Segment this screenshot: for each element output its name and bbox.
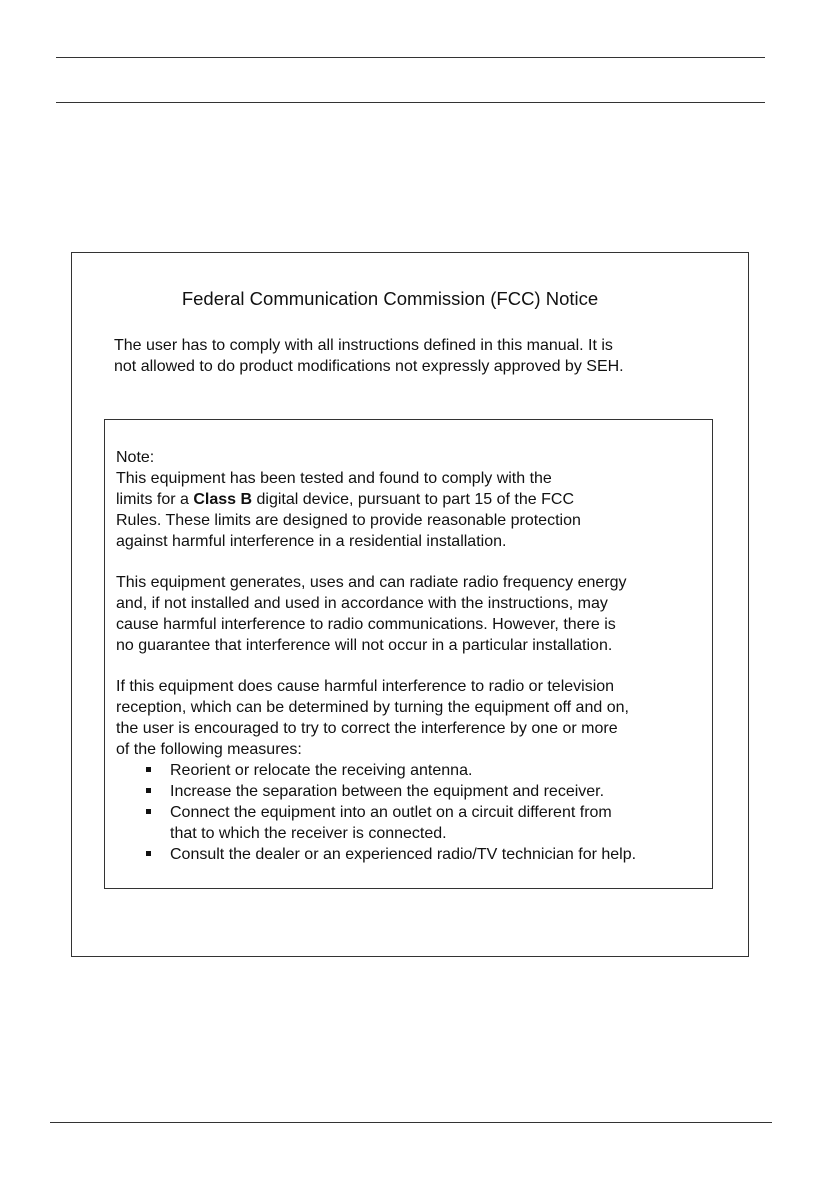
square-bullet-icon — [146, 767, 151, 772]
intro-line: The user has to comply with all instructions defined in this manual. It is — [114, 337, 613, 354]
square-bullet-icon — [146, 851, 151, 856]
fcc-notice-title: Federal Communication Commission (FCC) Notice — [181, 288, 599, 309]
header-rule-top — [56, 57, 765, 58]
note-p1-line — [116, 489, 706, 510]
note-p1-line: This equipment has been tested and found to comply with the — [116, 470, 552, 487]
measure-item — [116, 760, 706, 781]
note-p1-line: Rules. These limits are designed to provide reasonable protection — [116, 512, 581, 529]
measure-item — [116, 802, 706, 844]
square-bullet-icon — [146, 809, 151, 814]
measure-item — [116, 781, 706, 802]
measure-text: Increase the separation between the equipment and receiver. — [170, 783, 605, 800]
note-label: Note: — [116, 449, 155, 466]
note-p1-line: against harmful interference in a residential installation. — [116, 533, 507, 550]
note-p2-line: no guarantee that interference will not occur in a particular installation. — [116, 637, 613, 654]
measure-item — [116, 844, 706, 865]
fcc-note-content — [116, 447, 706, 865]
measure-text: Consult the dealer or an experienced radio/TV technician for help. — [170, 846, 637, 863]
class-b-emphasis: Class B — [193, 491, 253, 508]
header-rule-bottom — [56, 102, 765, 103]
note-p2-line: This equipment generates, uses and can radiate radio frequency energy — [116, 574, 627, 591]
note-p3-line: of the following measures: — [116, 741, 302, 758]
note-p3-line: If this equipment does cause harmful interference to radio or television — [116, 678, 615, 695]
fcc-intro-paragraph — [114, 335, 714, 377]
note-p2-line: cause harmful interference to radio communications. However, there is — [116, 616, 616, 633]
note-p1-text: limits for a — [116, 491, 194, 508]
footer-rule — [50, 1122, 772, 1123]
note-p2-line: and, if not installed and used in accordance with the instructions, may — [116, 595, 608, 612]
measure-text: that to which the receiver is connected. — [170, 825, 447, 842]
note-p1-text: digital device, pursuant to part 15 of the FCC — [252, 491, 574, 508]
note-p3-line: reception, which can be determined by turning the equipment off and on, — [116, 699, 629, 716]
measure-text: Reorient or relocate the receiving antenna. — [170, 762, 473, 779]
intro-line: not allowed to do product modifications not expressly approved by SEH. — [114, 358, 624, 375]
note-p3-line: the user is encouraged to try to correct the interference by one or more — [116, 720, 618, 737]
measures-list — [116, 760, 706, 865]
square-bullet-icon — [146, 788, 151, 793]
measure-text: Connect the equipment into an outlet on a circuit different from — [170, 804, 612, 821]
